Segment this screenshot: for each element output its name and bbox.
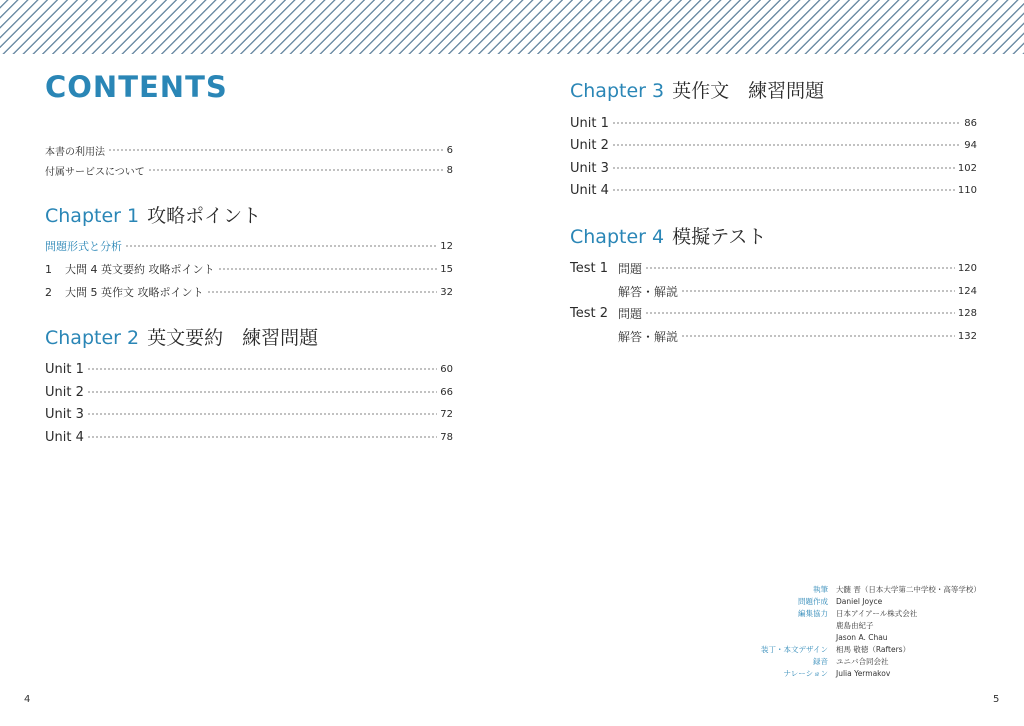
dot-leader	[612, 167, 955, 169]
toc-entry-page: 15	[440, 263, 453, 275]
chapter-title: 模擬テスト	[672, 226, 767, 248]
toc-entry-number: 1	[45, 263, 52, 276]
toc-entry-number: 2	[45, 286, 52, 299]
toc-entry[interactable]	[45, 283, 453, 301]
toc-entry[interactable]	[45, 383, 453, 401]
credit-name: Jason A. Chau	[836, 633, 888, 642]
dot-leader	[207, 291, 438, 293]
chapter-heading	[570, 222, 766, 249]
toc-entry[interactable]	[45, 360, 453, 378]
credits-block	[720, 584, 990, 680]
credit-name: 鹿島由紀子	[836, 621, 874, 630]
toc-entry-page: 12	[440, 240, 453, 252]
toc-entry-test: Test 1	[570, 260, 609, 276]
dot-leader	[612, 144, 961, 146]
dot-leader	[125, 245, 437, 247]
dot-leader	[87, 368, 437, 370]
toc-entry[interactable]	[570, 282, 977, 300]
credit-row	[720, 632, 990, 644]
toc-entry-page: 32	[440, 286, 453, 298]
toc-entry[interactable]	[570, 327, 977, 345]
toc-entry-label: 1 大問 4 英文要約 攻略ポイント	[45, 263, 215, 276]
credit-role	[720, 632, 836, 644]
toc-entry-label: 問題	[618, 306, 643, 321]
credit-row	[720, 668, 990, 680]
credit-name: 大髄 晋（日本大学第二中学校・高等学校）	[836, 585, 981, 594]
toc-entry-label: 付属サービスについて	[45, 166, 145, 178]
dot-leader	[87, 413, 437, 415]
page-number-left: 4	[24, 694, 31, 705]
dot-leader	[681, 335, 955, 337]
toc-entry-label: 本書の利用法	[45, 146, 105, 158]
credit-row	[720, 584, 990, 596]
toc-entry-page: 8	[446, 164, 453, 176]
toc-entry[interactable]	[45, 141, 453, 159]
chapter-number: Chapter 1	[45, 205, 140, 227]
toc-entry-label: Unit 3	[45, 406, 84, 422]
toc-entry-label: Unit 1	[570, 115, 609, 131]
dot-leader	[87, 436, 437, 438]
toc-entry[interactable]	[45, 405, 453, 423]
toc-entry[interactable]	[570, 114, 977, 132]
credit-role: 編集協力	[798, 609, 828, 618]
toc-entry-label: Unit 4	[570, 182, 609, 198]
toc-entry-test: Test 2	[570, 305, 609, 321]
toc-entry-page: 66	[440, 386, 453, 398]
toc-entry-page: 128	[957, 307, 977, 319]
toc-entry[interactable]	[570, 136, 977, 154]
toc-entry-label: 解答・解説	[618, 284, 679, 299]
toc-entry-label: Unit 3	[570, 160, 609, 176]
toc-entry-label: Unit 2	[570, 137, 609, 153]
toc-entry[interactable]	[45, 428, 453, 446]
chapter-heading	[45, 323, 318, 350]
toc-entry-page: 120	[957, 262, 977, 274]
toc-entry-label: 解答・解説	[618, 329, 679, 344]
chapter-heading	[45, 201, 261, 228]
credit-role: 装丁・本文デザイン	[761, 645, 828, 654]
dot-leader	[87, 391, 437, 393]
toc-entry[interactable]	[570, 159, 977, 177]
page-number-right: 5	[993, 694, 1000, 705]
dot-leader	[612, 189, 955, 191]
credit-row	[720, 644, 990, 656]
toc-entry[interactable]	[45, 237, 453, 255]
chapter-heading	[570, 76, 824, 103]
toc-entry-label: Unit 4	[45, 429, 84, 445]
chapter-number: Chapter 4	[570, 226, 665, 248]
contents-title: CONTENTS	[45, 70, 228, 104]
dot-leader	[218, 268, 438, 270]
toc-entry-page: 60	[440, 363, 453, 375]
toc-entry-page: 86	[964, 117, 977, 129]
toc-entry-page: 102	[957, 162, 977, 174]
toc-entry-label: 問題形式と分析	[45, 240, 122, 253]
toc-entry[interactable]	[45, 260, 453, 278]
credit-role: ナレーション	[783, 669, 828, 678]
toc-entry[interactable]	[45, 161, 453, 179]
credit-role: 問題作成	[798, 597, 828, 606]
credit-row	[720, 608, 990, 620]
toc-entry-page: 110	[957, 184, 977, 196]
header-hatch-band	[0, 0, 1024, 54]
toc-entry[interactable]	[570, 259, 977, 277]
dot-leader	[645, 312, 955, 314]
credit-name: Daniel Joyce	[836, 597, 883, 606]
chapter-title: 英作文 練習問題	[672, 80, 825, 102]
dot-leader	[645, 267, 955, 269]
credit-role: 録音	[813, 657, 828, 666]
toc-entry-page: 124	[957, 285, 977, 297]
toc-entry-page: 132	[957, 330, 977, 342]
toc-entry-label: Unit 2	[45, 384, 84, 400]
credit-role	[720, 620, 836, 632]
credit-row	[720, 656, 990, 668]
toc-entry[interactable]	[570, 304, 977, 322]
dot-leader	[681, 290, 955, 292]
credit-row	[720, 620, 990, 632]
credit-name: 相馬 敬徳（Rafters）	[836, 645, 911, 654]
dot-leader	[108, 149, 444, 151]
credit-row	[720, 596, 990, 608]
chapter-title: 英文要約 練習問題	[147, 327, 319, 349]
chapter-title: 攻略ポイント	[147, 205, 262, 227]
credit-name: Julia Yermakov	[836, 669, 891, 678]
toc-entry-label: 問題	[618, 261, 643, 276]
credit-role: 執筆	[813, 585, 828, 594]
dot-leader	[148, 169, 444, 171]
toc-entry-label: 2 大問 5 英作文 攻略ポイント	[45, 286, 204, 299]
toc-entry-page: 94	[964, 139, 977, 151]
credit-name: 日本アイアール株式会社	[836, 609, 918, 618]
toc-entry-page: 78	[440, 431, 453, 443]
credit-name: ユニバ合同会社	[836, 657, 889, 666]
toc-entry-page: 6	[446, 144, 453, 156]
toc-entry[interactable]	[570, 181, 977, 199]
toc-entry-page: 72	[440, 408, 453, 420]
chapter-number: Chapter 2	[45, 327, 140, 349]
chapter-number: Chapter 3	[570, 80, 665, 102]
toc-entry-label: Unit 1	[45, 361, 84, 377]
dot-leader	[612, 122, 961, 124]
